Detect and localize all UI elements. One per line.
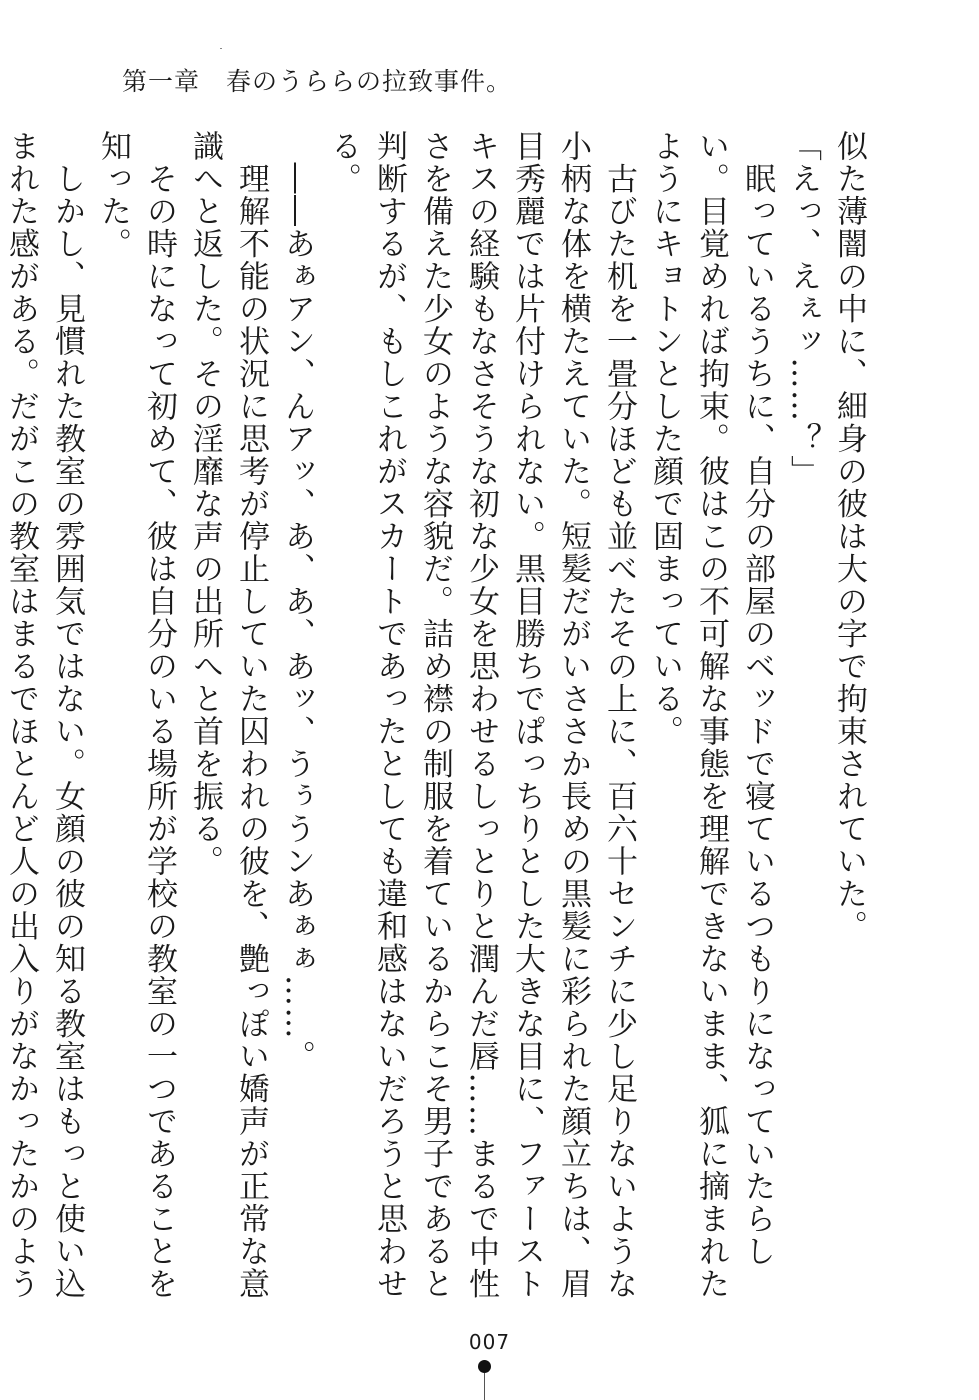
chapter-label: 第一章 bbox=[122, 67, 201, 96]
paragraph: 古びた机を一畳分ほども並べたその上に、百六十センチに少し足りないような小柄な体を横たえていた。短髪だがいささか長めの黒髪に彩られた顔立ちは、眉目秀麗では片付けられない。黒目勝ちでぱっちりとした大きな目に、ファーストキスの経験もなさそうな初な少女を思わせるしっとりと潤んだ唇……まるで中性さを備えた少女のような容貌だ。詰め襟の制服を着ているからこそ男子であると判断するが、もしこれがスカートであったとしても違和感はないだろうと思わせる。 bbox=[325, 130, 637, 1300]
page-bullet-icon bbox=[478, 1360, 491, 1373]
chapter-title: 春のうららの拉致事件。 bbox=[226, 67, 513, 96]
paragraph: 「えっ、えぇッ……？」 bbox=[785, 130, 821, 488]
page-bullet-line bbox=[484, 1373, 485, 1400]
page-number: 007 bbox=[468, 1330, 511, 1354]
paragraph: 眠っているうちに、自分の部屋のベッドで寝ているつもりになっていたらしい。目覚めれば拘束。彼はこの不可解な事態を理解できないまま、狐に摘まれたようにキョトンとした顔で固まっている。 bbox=[647, 130, 775, 1300]
paragraph: ――あぁアン、んアッ、あ、あ、あッ、うぅうンあぁぁ……。 bbox=[279, 130, 315, 1073]
paragraph: 似た薄闇の中に、細身の彼は大の字で拘束されていた。 bbox=[831, 130, 867, 943]
paragraph: その時になって初めて、彼は自分のいる場所が学校の教室の一つであることを知った。 bbox=[95, 130, 177, 1300]
running-header bbox=[122, 62, 512, 98]
paragraph: 理解不能の状況に思考が停止していた囚われの彼を、艶っぽい嬌声が正常な意識へと返した。その淫靡な声の出所へと首を振る。 bbox=[187, 130, 269, 1300]
top-mark bbox=[220, 48, 222, 49]
body-text bbox=[3, 130, 872, 1310]
paragraph: しかし、見慣れた教室の雰囲気ではない。女顔の彼の知る教室はもっと使い込まれた感がある。だがこの教室はまるでほとんど人の出入りがなかったかのよう bbox=[3, 130, 85, 1300]
